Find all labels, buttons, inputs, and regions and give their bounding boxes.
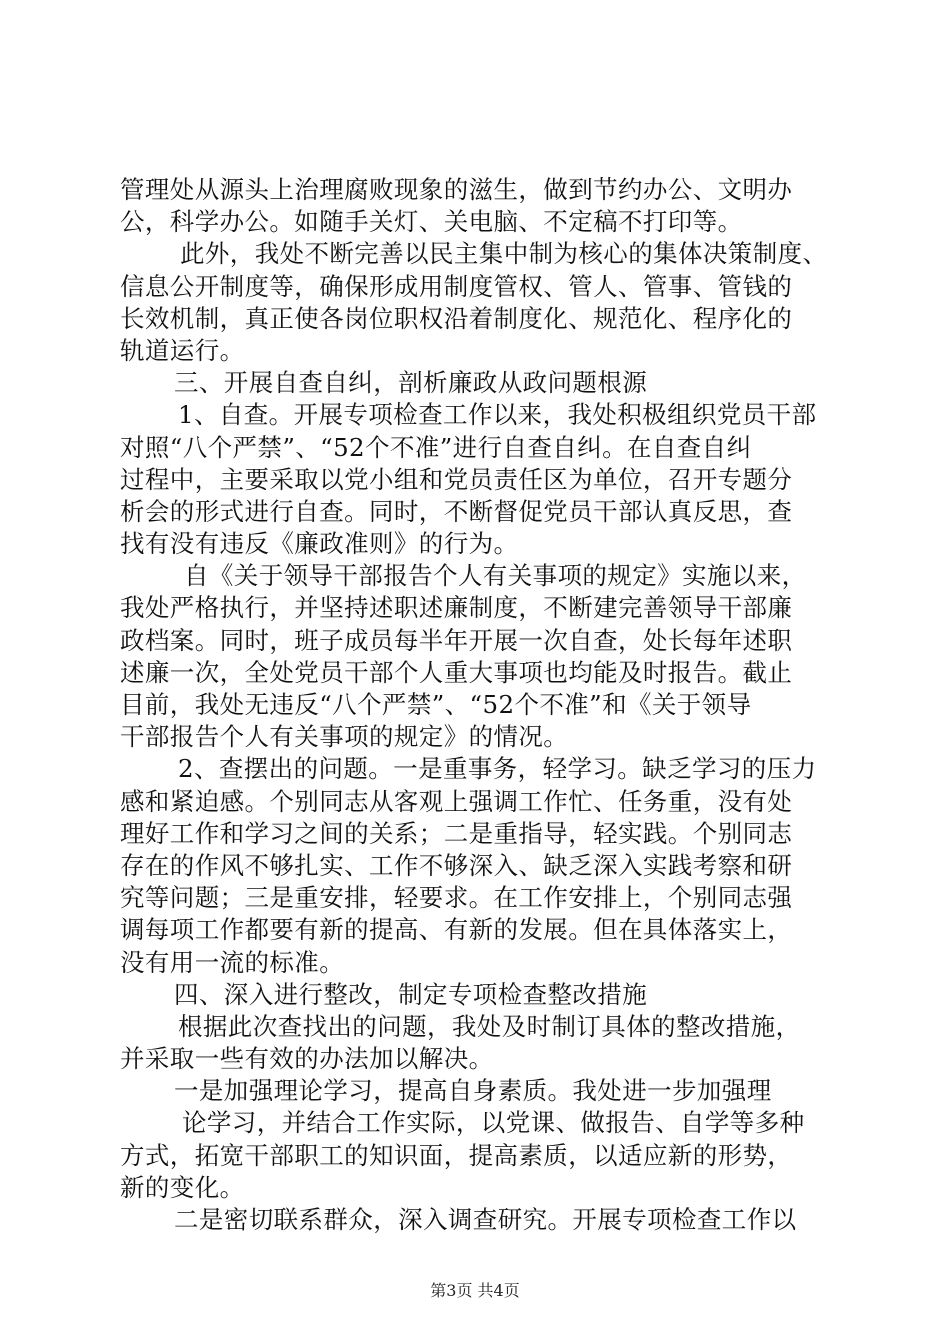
- text-line: 论学习，并结合工作实际，以党课、做报告、自学等多种: [182, 1108, 805, 1138]
- text-line: 析会的形式进行自查。同时，不断督促党员干部认真反思，查: [120, 496, 793, 526]
- text-line: 感和紧迫感。个别同志从客观上强调工作忙、任务重，没有处: [120, 786, 793, 816]
- text-line: 新的变化。: [120, 1172, 245, 1202]
- text-line: 我处严格执行，并坚持述职述廉制度，不断建完善领导干部廉: [120, 593, 793, 623]
- text-line: 根据此次查找出的问题，我处及时制订具体的整改措施，: [178, 1011, 801, 1041]
- page-footer: 第3页 共4页: [430, 1281, 520, 1300]
- text-line: 干部报告个人有关事项的规定》的情况。: [120, 722, 569, 752]
- text-line: 1、自查。开展专项检查工作以来，我处积极组织党员干部: [178, 400, 817, 430]
- text-line: 三、开展自查自纠，剖析廉政从政问题根源: [174, 368, 648, 398]
- text-line: 方式，拓宽干部职工的知识面，提高素质，以适应新的形势，: [120, 1140, 793, 1170]
- text-line: 2、查摆出的问题。一是重事务，轻学习。缺乏学习的压力: [178, 754, 817, 784]
- text-line: 并采取一些有效的办法加以解决。: [120, 1044, 494, 1074]
- text-line: 信息公开制度等，确保形成用制度管权、管人、管事、管钱的: [120, 271, 793, 301]
- text-line: 轨道运行。: [120, 335, 245, 365]
- text-line: 自《关于领导干部报告个人有关事项的规定》实施以来，: [184, 561, 807, 591]
- text-line: 究等问题；三是重安排，轻要求。在工作安排上，个别同志强: [120, 883, 793, 913]
- text-line: 长效机制，真正使各岗位职权沿着制度化、规范化、程序化的: [120, 303, 793, 333]
- text-line: 理好工作和学习之间的关系；二是重指导，轻实践。个别同志: [120, 818, 793, 848]
- text-line: 公，科学办公。如随手关灯、关电脑、不定稿不打印等。: [120, 207, 743, 237]
- text-line: 管理处从源头上治理腐败现象的滋生，做到节约办公、文明办: [120, 175, 793, 204]
- text-line: 述廉一次，全处党员干部个人重大事项也均能及时报告。截止: [120, 657, 793, 687]
- text-line: 对照“八个严禁”、“52个不准”进行自查自纠。在自查自纠: [120, 432, 752, 462]
- document-body: [120, 174, 840, 1236]
- text-line: 过程中，主要采取以党小组和党员责任区为单位，召开专题分: [120, 464, 793, 494]
- text-line: 没有用一流的标准。: [120, 947, 345, 977]
- text-line: 存在的作风不够扎实、工作不够深入、缺乏深入实践考察和研: [120, 850, 793, 880]
- text-line: 调每项工作都要有新的提高、有新的发展。但在具体落实上，: [120, 915, 793, 945]
- text-line: 目前，我处无违反“八个严禁”、“52个不准”和《关于领导: [120, 690, 752, 719]
- text-line: 二是密切联系群众，深入调查研究。开展专项检查工作以: [174, 1205, 797, 1234]
- text-line: 此外，我处不断完善以民主集中制为核心的集体决策制度、: [180, 239, 828, 269]
- text-line: 四、深入进行整改，制定专项检查整改措施: [174, 979, 648, 1009]
- text-line: 找有没有违反《廉政准则》的行为。: [120, 529, 519, 559]
- text-line: 政档案。同时，班子成员每半年开展一次自查，处长每年述职: [120, 625, 793, 655]
- text-line: 一是加强理论学习，提高自身素质。我处进一步加强理: [174, 1076, 772, 1106]
